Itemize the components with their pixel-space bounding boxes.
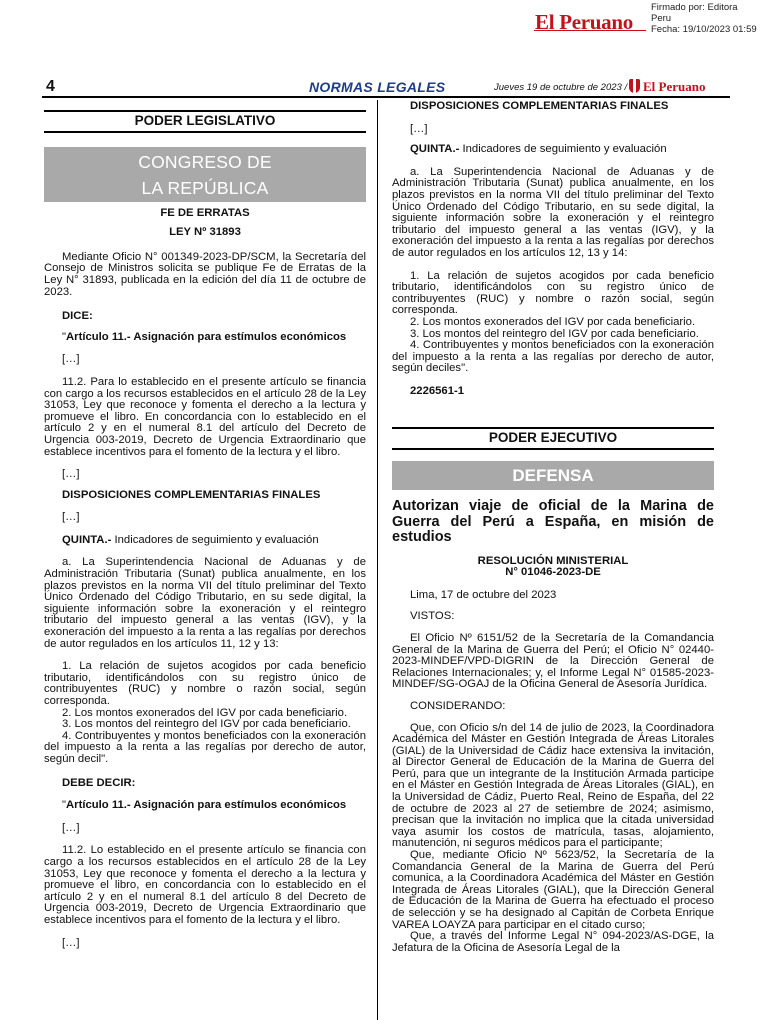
law-number: LEY Nº 31893 — [169, 226, 241, 239]
list-item: 3. Los montos del reintegro del IGV por cada beneficiario. — [410, 327, 699, 340]
ellipsis: […] — [62, 353, 80, 366]
dispositions-heading: DISPOSICIONES COMPLEMENTARIAS FINALES — [410, 100, 669, 112]
masthead — [0, 0, 768, 40]
dispositions-heading: DISPOSICIONES COMPLEMENTARIAS FINALES — [62, 488, 321, 501]
banner-line-2: LA REPÚBLICA — [141, 177, 269, 198]
column-divider — [377, 100, 378, 1020]
intro-paragraph: Mediante Oficio N° 001349-2023-DP/SCM, la Secretaría del Consejo de Ministros solicita se publique Fe de Erratas de la Ley N° 31893, publicada en la edición del día 11 de octubre de 2023. — [44, 250, 366, 298]
signed-by: Firmado por: Editora — [651, 2, 738, 13]
congreso-banner — [44, 147, 366, 202]
list-item: 1. La relación de sujetos acogidos por cada beneficio tributario, identificándolos con su registro único de contribuyentes (RUC) y nombre o razón social, según corresponda. — [44, 660, 366, 707]
list-item: 4. Contribuyentes y montos beneficiados con la exoneración del impuesto a la renta a las regalías por derecho de autor, según decil". — [44, 729, 366, 765]
debe-decir-label: DEBE DECIR: — [62, 776, 136, 789]
article-title: Artículo 11.- Asignación para estímulos económicos — [66, 330, 347, 343]
section-title: NORMAS LEGALES — [309, 79, 446, 95]
banner-line-1: CONGRESO DE — [138, 151, 272, 172]
left-column — [44, 110, 366, 949]
signed-date: Fecha: 19/10/2023 01:59 — [651, 24, 757, 35]
considerando-paragraph-2: Que, mediante Oficio Nº 5623/52, la Secretaría de la Comandancia General de la Marina de Guerra del Perú comunica, a la Coordinadora Académica del Máster en Gestión Integrada de Áreas Litorales (GIAL), que la Dirección General de Educación de la Marina de Guerra ha efectuado el proceso de selección y se ha designado al Capitán de Corbeta Enrique VAREA LOAYZA para participar en el citado curso; — [392, 849, 714, 931]
list-item: 4. Contribuyentes y montos beneficiados con la exoneración del impuesto a la renta a las regalías por derecho de autor, según deciles". — [392, 339, 714, 375]
quote-mark: " — [62, 330, 67, 343]
ellipsis: […] — [62, 821, 80, 834]
ellipsis: […] — [410, 122, 428, 135]
list-item: 2. Los montos exonerados del IGV por cada beneficiario. — [410, 315, 696, 328]
paragraph-11-2-corrected: 11.2. Lo establecido en el presente artículo se financia con cargo a los recursos establecidos en el artículo 28 de la Ley 31053, Ley que reconoce y fomenta el derecho a la lectura y promueve el libro, en concordancia con lo establecido en el artículo 2 y en el numeral 8.1 del artículo 8 del Decreto de Urgencia 003-2019, Decreto de Urgencia Extraordinario que establece incentivos para el fomento de la lectura y el libro. — [44, 844, 366, 926]
poder-ejecutivo-heading: PODER EJECUTIVO — [392, 427, 714, 450]
paragraph-11-2: 11.2. Para lo establecido en el presente artículo se financia con cargo a los recursos establecidos en el artículo 28 de la Ley 31053, Ley que reconoce y fomenta el derecho a la lectura y promueve el libro. En concordancia con lo establecido en el artículo 2 y en el numeral 8.1 del artículo del Decreto de Urgencia 003-2019, Decreto de Urgencia Extraordinario que establece incentivos para el fomento de la lectura y el libro. — [44, 375, 366, 458]
resolution-title: Autorizan viaje de oficial de la Marina de Guerra del Perú a España, en misión de estudios — [392, 498, 714, 546]
coat-of-arms-icon — [629, 79, 640, 93]
issue-date: Jueves 19 de octubre de 2023 / — [494, 82, 628, 93]
errata-heading: FE DE ERRATAS — [160, 206, 250, 219]
ellipsis: […] — [62, 511, 80, 524]
ellipsis: […] — [62, 468, 80, 481]
list-item: 3. Los montos del reintegro del IGV por cada beneficiario. — [62, 718, 351, 731]
quote-mark: " — [62, 799, 67, 812]
quinta-label: QUINTA.- — [410, 143, 460, 156]
defensa-banner: DEFENSA — [392, 461, 714, 490]
quinta-title: Indicadores de seguimiento y evaluación — [111, 533, 319, 546]
brand-underline — [534, 30, 646, 33]
brand-logo: El Peruano — [535, 10, 633, 34]
page-number: 4 — [46, 78, 55, 95]
article-heading — [44, 800, 366, 812]
quinta-title: Indicadores de seguimiento y evaluación — [459, 143, 667, 156]
signed-by-2: Peru — [651, 13, 672, 24]
quinta-heading — [44, 535, 366, 547]
considerando-label: CONSIDERANDO: — [410, 699, 506, 712]
resolution-type: RESOLUCIÓN MINISTERIAL — [477, 554, 629, 567]
article-heading — [44, 332, 366, 344]
poder-legislativo-heading: PODER LEGISLATIVO — [44, 110, 366, 133]
right-column — [392, 101, 714, 954]
list-item: 1. La relación de sujetos acogidos por cada beneficio tributario, identificándolos con su registro único de contribuyentes (RUC) y nombre o razón social, según corresponda. — [392, 269, 714, 317]
considerando-paragraph-1: Que, con Oficio s/n del 14 de julio de 2023, la Coordinadora Académica del Máster en Gestión Integrada de Áreas Litorales (GIAL) de la Universidad de Cádiz hace extensiva la invitación, al Director General de Educación de la Marina de Guerra del Perú, para que un integrante de la Institución Armada participe en el Máster en Gestión Integrada de Áreas Litorales (GIAL), en la Universidad de Cádiz, Puerto Real, Reino de España, del 22 de octubre de 2023 al 27 de setiembre de 2024; asimismo, precisan que la invitación no implica que la citada universidad vaya asumir los costos de matrícula, tasas, alojamiento, manutención, ni seguros médicos para el participante; — [392, 721, 714, 850]
ellipsis: […] — [62, 936, 80, 949]
quinta-heading — [392, 144, 714, 156]
running-header — [42, 76, 730, 98]
document-code: 2226561-1 — [410, 384, 465, 397]
header-brand: El Peruano — [643, 79, 706, 94]
article-title: Artículo 11.- Asignación para estímulos económicos — [66, 799, 347, 812]
resolution-number: N° 01046-2023-DE — [505, 566, 601, 579]
list-item: 2. Los montos exonerados del IGV por cada beneficiario. — [62, 706, 348, 719]
paragraph-a: a. La Superintendencia Nacional de Aduanas y de Administración Tributaria (Sunat) publica anualmente, en los plazos previstos en la norma VII del título preliminar del Texto Único Ordenado del Código Tributario, en su sede digital, la siguiente información sobre la exoneración y el reintegro tributario del impuesto general a las ventas (IGV), y la exoneración del impuesto a la renta a las regalías por derechos de autor regulados en los artículos 12, 13 y 14: — [392, 165, 714, 259]
vistos-paragraph: El Oficio Nº 6151/52 de la Secretaría de la Comandancia General de la Marina de Guerra del Perú; el Oficio N° 02440-2023-MINDEF/VPD-DIGRIN de la Dirección General de Relaciones Internacionales; y, el Informe Legal N° 01585-2023-MINDEF/SG-OGAJ de la Oficina General de Asesoría Jurídica. — [392, 631, 714, 691]
digital-signature — [651, 2, 757, 35]
paragraph-a: a. La Superintendencia Nacional de Aduanas y de Administración Tributaria (Sunat) publica anualmente, en los plazos previstos en la norma VII del título preliminar del Texto Único Ordenado del Código Tributario, en su sede digital, la siguiente información sobre la exoneración y el reintegro tributario del impuesto general a las ventas (IGV), y la exoneración del impuesto a la renta a las regalías por derechos de autor regulados en los artículos 11, 12 y 13: — [44, 556, 366, 650]
dice-label: DICE: — [62, 310, 93, 323]
quinta-label: QUINTA.- — [62, 533, 112, 546]
vistos-label: VISTOS: — [410, 610, 455, 623]
considerando-paragraph-3: Que, a través del Informe Legal N° 094-2023/AS-DGE, la Jefatura de la Oficina de Asesoría Legal de la — [392, 930, 714, 954]
place-date: Lima, 17 de octubre del 2023 — [410, 588, 557, 601]
